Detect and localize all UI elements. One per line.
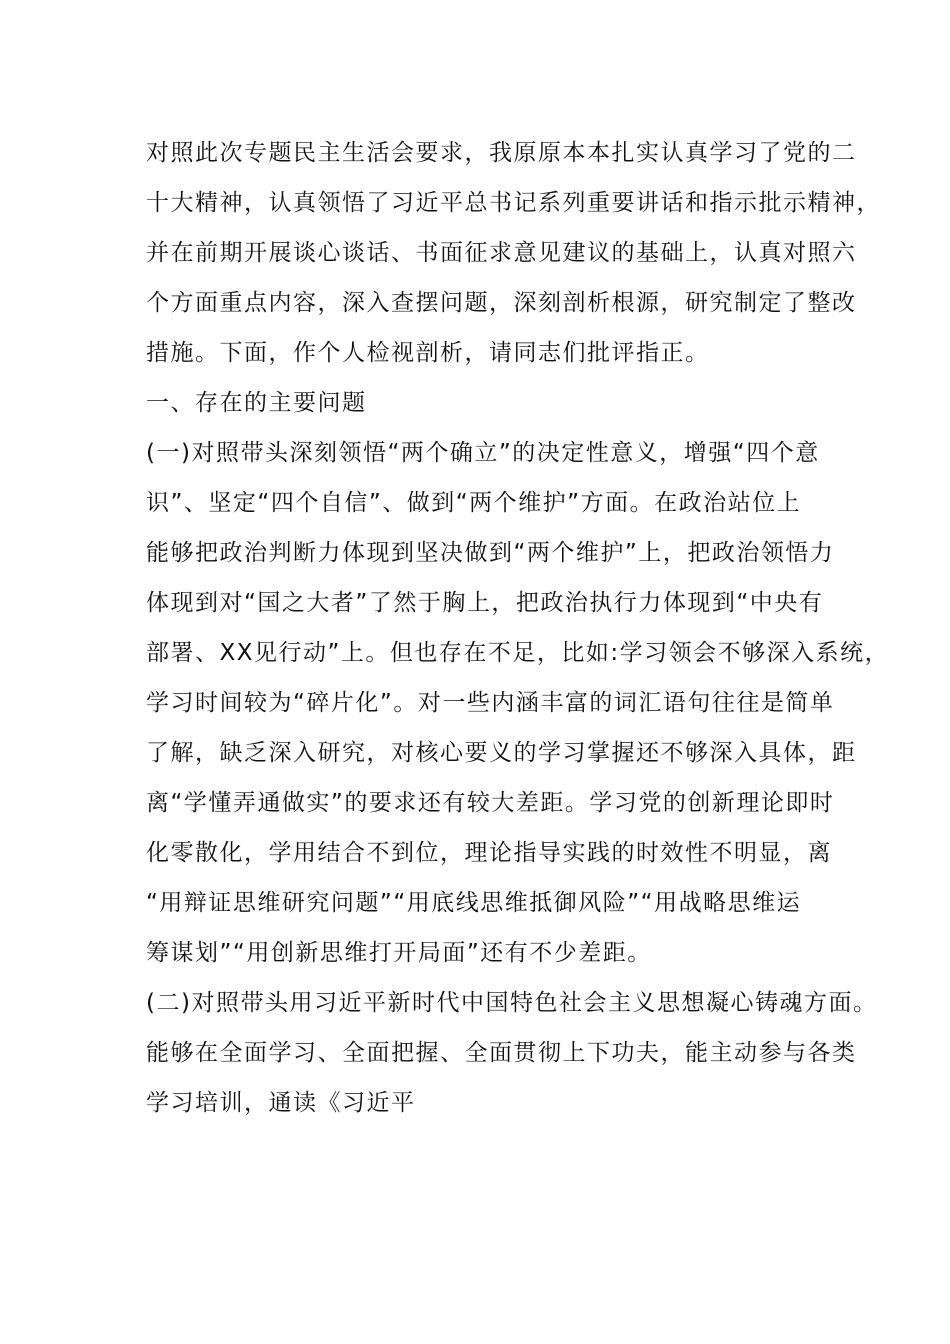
text-line: 学习时间较为“碎片化”。对一些内涵丰富的词汇语句往往是简单 <box>146 690 835 716</box>
text-line: 学习培训，通读《习近平 <box>146 1090 416 1116</box>
text-line: 体现到对“国之大者”了然于胸上，把政治执行力体现到“中央有 <box>146 590 824 616</box>
text-line: 并在前期开展谈心谈话、书面征求意见建议的基础上，认真对照六 <box>146 240 857 266</box>
section-heading: 一、存在的主要问题 <box>146 390 367 416</box>
text-line: 筹谋划”“用创新思维打开局面”还有不少差距。 <box>146 940 652 966</box>
text-line: 离“学懂弄通做实”的要求还有较大差距。学习党的创新理论即时 <box>146 790 835 816</box>
text-line: (一)对照带头深刻领悟“两个确立”的决定性意义，增强“四个意 <box>146 440 820 466</box>
text-line: 对照此次专题民主生活会要求，我原原本本扎实认真学习了党的二 <box>146 140 857 166</box>
text-line: 个方面重点内容，深入查摆问题，深刻剖析根源，研究制定了整改 <box>146 290 857 316</box>
text-line: 十大精神，认真领悟了习近平总书记系列重要讲话和指示批示精神， <box>146 190 881 216</box>
text-line: “用辩证思维研究问题”“用底线思维抵御风险”“用战略思维运 <box>146 890 802 916</box>
text-line: (二)对照带头用习近平新时代中国特色社会主义思想凝心铸魂方面。 <box>146 990 878 1016</box>
document-body <box>146 128 890 1128</box>
text-line: 化零散化，学用结合不到位，理论指导实践的时效性不明显，离 <box>146 840 832 866</box>
text-line: 了解，缺乏深入研究，对核心要义的学习掌握还不够深入具体，距 <box>146 740 857 766</box>
text-line: 能够在全面学习、全面把握、全面贯彻上下功夫，能主动参与各类 <box>146 1040 857 1066</box>
text-line: 能够把政治判断力体现到坚决做到“两个维护”上，把政治领悟力 <box>146 540 835 566</box>
text-line: 识”、坚定“四个自信”、做到“两个维护”方面。在政治站位上 <box>146 490 802 516</box>
text-line: 部署、XX见行动”上。但也存在不足，比如:学习领会不够深入系统， <box>146 640 890 666</box>
text-line: 措施。下面，作个人检视剖析，请同志们批评指正。 <box>146 340 710 366</box>
